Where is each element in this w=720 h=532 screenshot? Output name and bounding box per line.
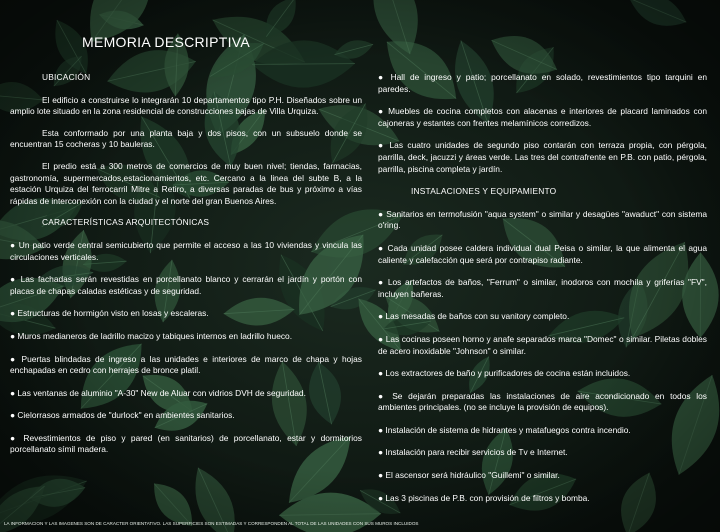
section-heading: INSTALACIONES Y EQUIPAMIENTO [411, 186, 557, 197]
bullet-item: ● Hall de ingreso y patio; porcellanato en solado, revestimientos tipo tarquini en paredes. [378, 72, 707, 94]
bullet-item: ● Se dejarán preparadas las instalaciones de aire acondicionado en todos los ambientes principales. (no se incluye la provisión de equipos). [378, 390, 707, 413]
bullet-item: ● Muebles de cocina completos con alacenas e interiores de placard laminados con cajoneras y estantes con frentes melamínicos corredizos. [378, 106, 707, 128]
bullet-item: ● Puertas blindadas de ingreso a las unidades e interiores de marco de chapa y hojas enchapadas en cedro con herrajes de bronce platil. [10, 353, 362, 376]
bullet-item: ● Las ventanas de aluminio "A-30" New de Aluar con vidrios DVH de seguridad. [10, 387, 306, 398]
paragraph: Esta conformado por una planta baja y dos pisos, con un subsuelo donde se encuentran 15 cocheras y 10 bauleras. [10, 127, 362, 150]
bullet-item: ● Las cuatro unidades de segundo piso contarán con terraza propia, con pérgola, parrilla, deck, jacuzzi y áreas verde. Las tres del contrafrente en P.B. con patio, pérgola, parrilla, piscina completa y jardín. [378, 140, 707, 174]
bullet-item: ● Instalación para recibir servicios de Tv e Internet. [378, 447, 568, 458]
bullet-item: ● El ascensor será hidráulico "Guillemi" o similar. [378, 470, 560, 481]
right-column [378, 72, 707, 515]
section-heading: UBICACIÓN [42, 72, 91, 82]
bullet-item: ● Las 3 piscinas de P.B. con provisión de filtros y bomba. [378, 492, 590, 503]
bullet-item: ● Muros medianeros de ladrillo macizo y tabiques internos en ladrillo hueco. [10, 330, 293, 341]
bullet-item: ● Las fachadas serán revestidas en porcellanato blanco y cerrarán el jardín y portón con placas de chapas caladas estéticas y de seguridad. [10, 274, 362, 296]
bullet-item: ● Estructuras de hormigón visto en losas y escaleras. [10, 308, 209, 319]
bullet-item: ● Los extractores de baño y purificadores de cocina están incluidos. [378, 368, 631, 379]
section-heading: CARACTERÍSTICAS ARQUITECTÓNICAS [42, 217, 210, 228]
bullet-item: ● Las mesadas de baños con su vanitory completo. [378, 311, 570, 322]
bullet-item: ● Cada unidad posee caldera individual dual Peisa o similar, la que alimenta el agua caliente y calefacción que será por contrapiso radiante. [378, 242, 707, 265]
disclaimer-footer: LA INFORMACION Y LAS IMAGENES SON DE CARACTER ORIENTATIVO. LAS SUPERFICIES SON ESTIMADAS Y CORRESPONDEN AL TOTAL DE LAS UNIDADES CON SUS MUROS INCLUIDOS [4, 521, 419, 526]
bullet-item: ● Instalación de sistema de hidrantes y matafuegos contra incendio. [378, 424, 631, 435]
bullet-item: ● Revestimientos de piso y pared (en sanitarios) de porcellanato, estar y dormitorios porcellanato símil madera. [10, 432, 362, 455]
bullet-item: ● Sanitarios en termofusión "aqua system" o similar y desagües "awaduct" con sistema o'ring. [378, 208, 707, 231]
paragraph: El edificio a construirse lo integrarán 10 departamentos tipo P.H. Diseñados sobre un amplio lote situado en la zona residencial de construcciones bajas de Villa Urquiza. [10, 94, 362, 117]
left-column [10, 72, 362, 467]
bullet-item: ● Un patio verde central semicubierto que permite el acceso a las 10 viviendas y vincula las circulaciones verticales. [10, 239, 362, 262]
bullet-item: ● Cielorrasos armados de "durlock" en ambientes sanitarios. [10, 410, 235, 421]
paragraph: El predio está a 300 metros de comercios de muy buen nivel; tiendas, farmacias, gastronomía, supermercados,estacionamientos, etc. Cercano a la linea del subte B, a la estación Urquiza del ferrocarril Mitre a Retiro, a diversas paradas de bus y próximo a vías rápidas de interconexión con la ciudad y el norte del gran Buenos Aires. [10, 160, 362, 206]
bullet-item: ● Las cocinas poseen horno y anafe separados marca "Domec" o similar. Piletas dobles de acero inoxidable "Johnson" o similar. [378, 333, 707, 356]
bullet-item: ● Los artefactos de baños, "Ferrum" o similar, inodoros con mochila y griferías "FV", incluyen bañeras. [378, 277, 707, 299]
page-title: MEMORIA DESCRIPTIVA [82, 34, 251, 50]
